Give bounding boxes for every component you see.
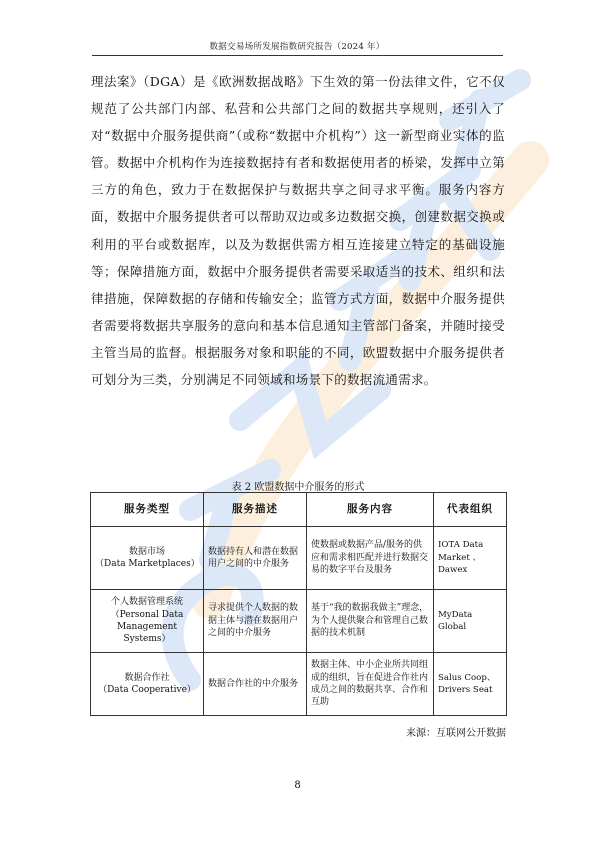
- cell-service-content: 数据主体、中小企业所共同组成的组织，旨在促进合作社内成员之间的数据共享、合作和互助: [307, 653, 434, 716]
- header-rule: [92, 55, 503, 56]
- cell-service-content: 使数据或数据产品/服务的供应和需求相匹配并进行数据交易的数字平台及服务: [307, 527, 434, 590]
- column-header-representative-orgs: 代表组织: [434, 493, 507, 527]
- body-paragraph: 理法案》（DGA）是《欧洲数据战略》下生效的第一份法律文件，它不仅规范了公共部门内部、私营和公共部门之间的数据共享规则，还引入了对“数据中介服务提供商”（或称“数据中介机构”）这一新型商业实体的监管。数据中介机构作为连接数据持有者和数据使用者的桥梁，发挥中立第三方的角色，致力于在数据保护与数据共享之间寻求平衡。服务内容方面，数据中介服务提供者可以帮助双边或多边数据交换，创建数据交换或利用的平台或数据库，以及为数据供需方相互连接建立特定的基础设施等；保障措施方面，数据中介服务提供者需要采取适当的技术、组织和法律措施，保障数据的存储和传输安全；监管方式方面，数据中介服务提供者需要将数据共享服务的意向和基本信息通知主管部门备案，并随时接受主管当局的监督。根据服务对象和职能的不同，欧盟数据中介服务提供者可划分为三类，分别满足不同领域和场景下的数据流通需求。: [91, 74, 505, 388]
- cell-representative-orgs: MyData Global: [434, 590, 507, 653]
- cell-representative-orgs: IOTA Data Market 、Dawex: [434, 527, 507, 590]
- cell-service-description: 寻求提供个人数据的数据主体与潜在数据用户之间的中介服务: [204, 590, 307, 653]
- column-header-service-content: 服务内容: [307, 493, 434, 527]
- cell-service-type: 个人数据管理系统 （Personal Data Management Systems）: [91, 590, 204, 653]
- cell-service-type: 数据合作社 （Data Cooperative）: [91, 653, 204, 716]
- cell-service-content: 基于“我的数据我做主”理念，为个人提供聚合和管理自己数据的技术机制: [307, 590, 434, 653]
- data-intermediary-table: [90, 492, 507, 716]
- table-row: [91, 527, 507, 590]
- table-row: [91, 653, 507, 716]
- column-header-service-type: 服务类型: [91, 493, 204, 527]
- table-source-note: 来源：互联网公开数据: [406, 728, 506, 739]
- cell-service-type: 数据市场 （Data Marketplaces）: [91, 527, 204, 590]
- cell-service-description: 数据合作社的中介服务: [204, 653, 307, 716]
- cell-representative-orgs: Salus Coop、Drivers Seat: [434, 653, 507, 716]
- page-header-title: 数据交易场所发展指数研究报告（2024 年）: [209, 42, 385, 52]
- cell-service-description: 数据持有人和潜在数据用户之间的中介服务: [204, 527, 307, 590]
- table-caption: 表 2 欧盟数据中介服务的形式: [231, 482, 365, 493]
- column-header-service-description: 服务描述: [204, 493, 307, 527]
- table-header-row: [91, 493, 507, 527]
- table-row: [91, 590, 507, 653]
- page-number: 8: [294, 780, 301, 791]
